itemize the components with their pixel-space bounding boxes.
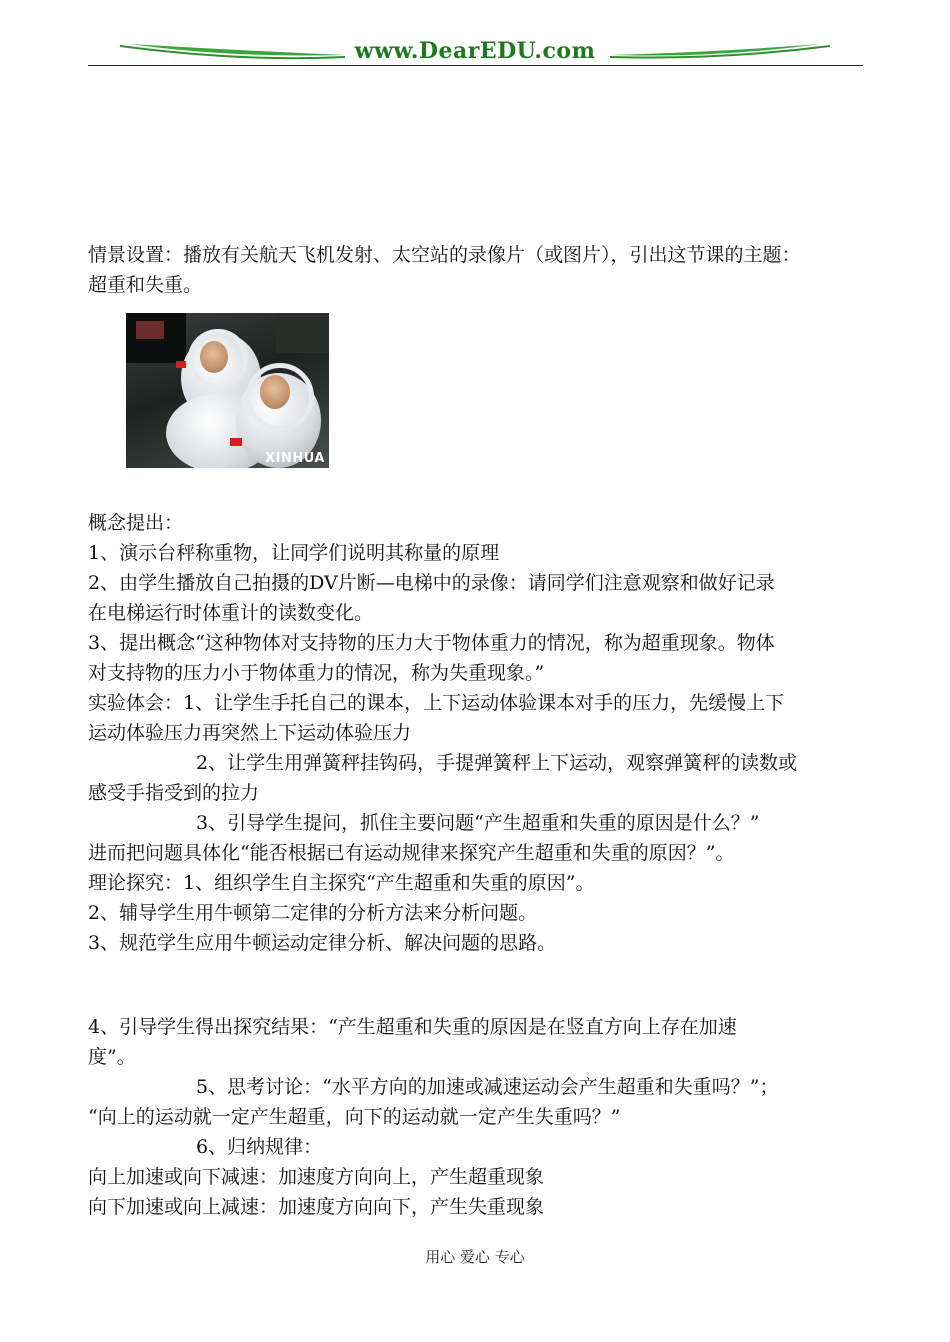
conclusion-line: 5、思考讨论：“水平方向的加速或减速运动会产生超重和失重吗？”； [196, 1076, 779, 1098]
concept-line: 对支持物的压力小于物体重力的情况，称为失重现象。” [88, 662, 545, 684]
theory-line: 2、辅导学生用牛顿第二定律的分析方法来分析问题。 [88, 902, 538, 924]
theory-line: 理论探究：1、组织学生自主探究“产生超重和失重的原因”。 [88, 872, 595, 894]
concept-heading: 概念提出： [88, 512, 184, 534]
conclusion-line: 度”。 [88, 1046, 136, 1068]
concept-line: 2、由学生播放自己拍摄的DV片断—电梯中的录像：请同学们注意观察和做好记录 [88, 572, 775, 594]
conclusion-line: “向上的运动就一定产生超重，向下的运动就一定产生失重吗？” [88, 1106, 621, 1128]
photo-watermark: XINHUA [265, 451, 325, 466]
experience-line: 实验体会：1、让学生手托自己的课本，上下运动体验课本对手的压力，先缓慢上下 [88, 692, 785, 714]
concept-section [88, 508, 868, 958]
page-header [0, 0, 950, 80]
conclusion-line: 4、引导学生得出探究结果：“产生超重和失重的原因是在竖直方向上存在加速 [88, 1016, 737, 1038]
experience-line: 2、让学生用弹簧秤挂钩码，手提弹簧秤上下运动，观察弹簧秤的读数或 [196, 752, 798, 774]
experience-line: 感受手指受到的拉力 [88, 782, 260, 804]
conclusion-line: 向上加速或向下减速：加速度方向向上，产生超重现象 [88, 1166, 545, 1188]
experience-line: 运动体验压力再突然上下运动体验压力 [88, 722, 412, 744]
scene-section [88, 240, 868, 300]
experience-line: 进而把问题具体化“能否根据已有运动规律来探究产生超重和失重的原因？”。 [88, 842, 735, 864]
concept-line: 1、演示台秤称重物，让同学们说明其称量的原理 [88, 542, 500, 564]
experience-line: 3、引导学生提问，抓住主要问题“产生超重和失重的原因是什么？” [196, 812, 760, 834]
conclusion-section [88, 1012, 868, 1222]
astronauts-photo [126, 313, 329, 468]
scene-line: 情景设置：播放有关航天飞机发射、太空站的录像片（或图片），引出这节课的主题： [88, 244, 801, 266]
concept-line: 在电梯运行时体重计的读数变化。 [88, 602, 374, 624]
conclusion-line: 向下加速或向上减速：加速度方向向下，产生失重现象 [88, 1196, 545, 1218]
conclusion-line: 6、归纳规律： [196, 1136, 323, 1158]
concept-line: 3、提出概念“这种物体对支持物的压力大于物体重力的情况，称为超重现象。物体 [88, 632, 775, 654]
scene-line: 超重和失重。 [88, 274, 203, 296]
header-rule [88, 65, 863, 66]
site-logo: www.DearEDU.com [354, 38, 596, 64]
theory-line: 3、规范学生应用牛顿运动定律分析、解决问题的思路。 [88, 932, 557, 954]
page-footer: 用心 爱心 专心 [425, 1248, 525, 1266]
